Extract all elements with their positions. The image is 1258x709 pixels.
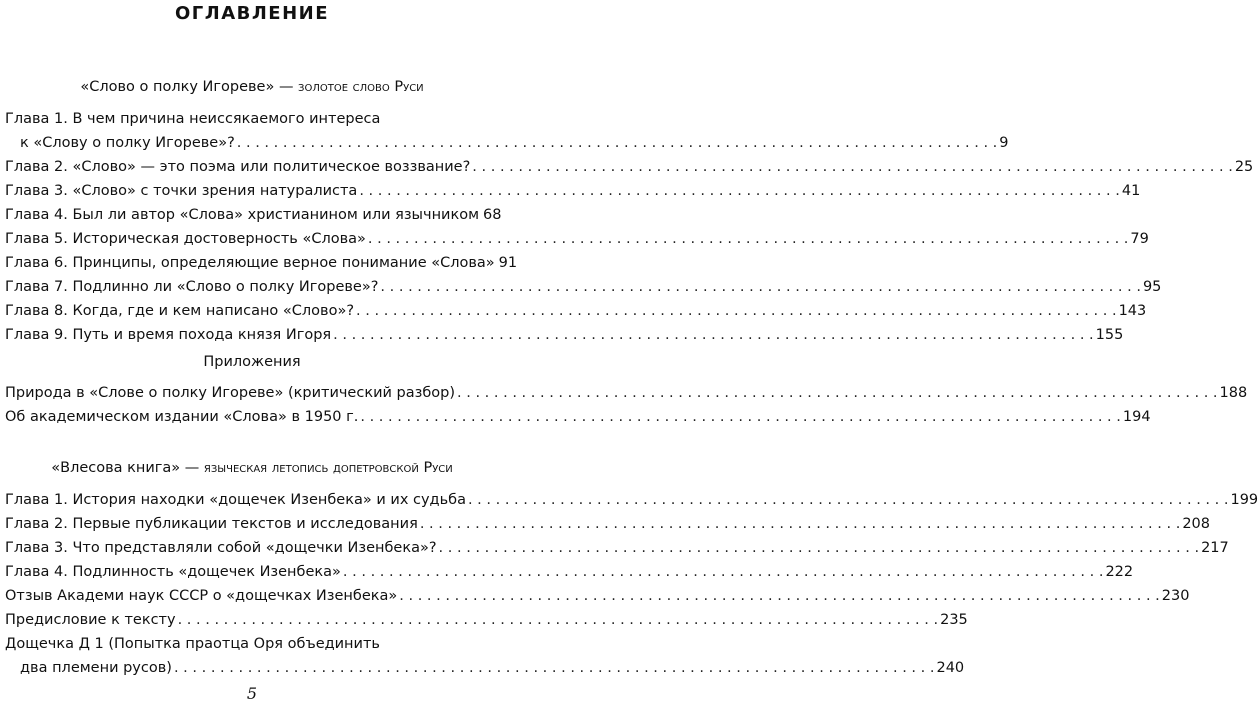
page-number: 5 [246, 684, 258, 703]
page-ref: 199 [1230, 492, 1258, 508]
toc-entry[interactable]: Предисловие к тексту . . . 235 [5, 610, 501, 630]
toc-entry[interactable]: два племени русов) . . . 240 [20, 658, 501, 678]
page-ref: 230 [1161, 588, 1190, 604]
toc-entry-line: Дощечка Д 1 (Попытка праотца Оря объединить [5, 636, 380, 652]
section-heading-quote: «Влесова книга» [51, 460, 181, 476]
toc-entry[interactable]: Глава 3. Что представляли собой «дощечки Изенбека»? . . . 217 [5, 538, 501, 558]
toc-entry[interactable]: Глава 4. Был ли автор «Слова» христианином или язычником 68 [5, 207, 502, 223]
toc-entry[interactable]: Глава 1. История находки «дощечек Изенбека» и их судьба . . . 199 [5, 490, 501, 510]
toc-entry[interactable]: Природа в «Слове о полку Игореве» (критический разбор) . . . 188 [5, 383, 501, 403]
section-heading-slovo [0, 79, 504, 95]
toc-entry[interactable]: Глава 8. Когда, где и кем написано «Слово»? . . . 143 [5, 301, 501, 321]
appendix-heading: Приложения [203, 354, 301, 370]
page-ref: 188 [1219, 385, 1248, 401]
page-ref: 235 [940, 612, 968, 628]
page-ref: 95 [1142, 279, 1162, 295]
page-ref: 143 [1118, 303, 1147, 319]
page-ref: 194 [1122, 409, 1151, 425]
page-ref: 217 [1201, 540, 1229, 556]
page-ref: 91 [498, 255, 518, 271]
toc-entry[interactable]: Глава 4. Подлинность «дощечек Изенбека» . . . 222 [5, 562, 501, 582]
toc-entry[interactable]: Отзыв Академи наук СССР о «дощечках Изенбека» . . . 230 [5, 586, 501, 606]
section-heading-subtitle: — золотое слово Руси [274, 79, 424, 95]
toc-entry[interactable]: Об академическом издании «Слова» в 1950 г. . . . 194 [5, 407, 501, 427]
toc-entry[interactable]: Глава 3. «Слово» с точки зрения натуралиста . . . 41 [5, 181, 501, 201]
section-heading-vlesova [0, 460, 504, 476]
page-ref: 68 [483, 207, 502, 223]
toc-entry[interactable]: Глава 2. Первые публикации текстов и исследования . . . 208 [5, 514, 501, 534]
toc-entry[interactable]: Глава 7. Подлинно ли «Слово о полку Игореве»? . . . 95 [5, 277, 501, 297]
toc-entry[interactable]: Глава 5. Историческая достоверность «Слова» . . . 79 [5, 229, 501, 249]
page-ref: 222 [1105, 564, 1134, 580]
page-title: ОГЛАВЛЕНИЕ [174, 3, 330, 24]
section-heading-subtitle: — языческая летопись допетровской Руси [180, 460, 453, 476]
page-ref: 155 [1095, 327, 1124, 343]
toc-entry[interactable]: к «Слову о полку Игореве»? . . . 9 [20, 133, 501, 153]
section-heading-quote: «Слово о полку Игореве» [80, 79, 275, 95]
page-ref: 41 [1121, 183, 1141, 199]
page-ref: 208 [1182, 516, 1211, 532]
toc-entry[interactable]: Глава 9. Путь и время похода князя Игоря . . . 155 [5, 325, 501, 345]
page-ref: 9 [999, 135, 1009, 151]
toc-entry[interactable]: Глава 6. Принципы, определяющие верное понимание «Слова» 91 [5, 255, 518, 271]
page-ref: 25 [1234, 159, 1254, 175]
page-ref: 79 [1130, 231, 1149, 247]
page-ref: 240 [936, 660, 965, 676]
toc-entry[interactable]: Глава 2. «Слово» — это поэма или политическое воззвание? . . . 25 [5, 157, 501, 177]
toc-entry-line: Глава 1. В чем причина неиссякаемого интереса [5, 111, 381, 127]
